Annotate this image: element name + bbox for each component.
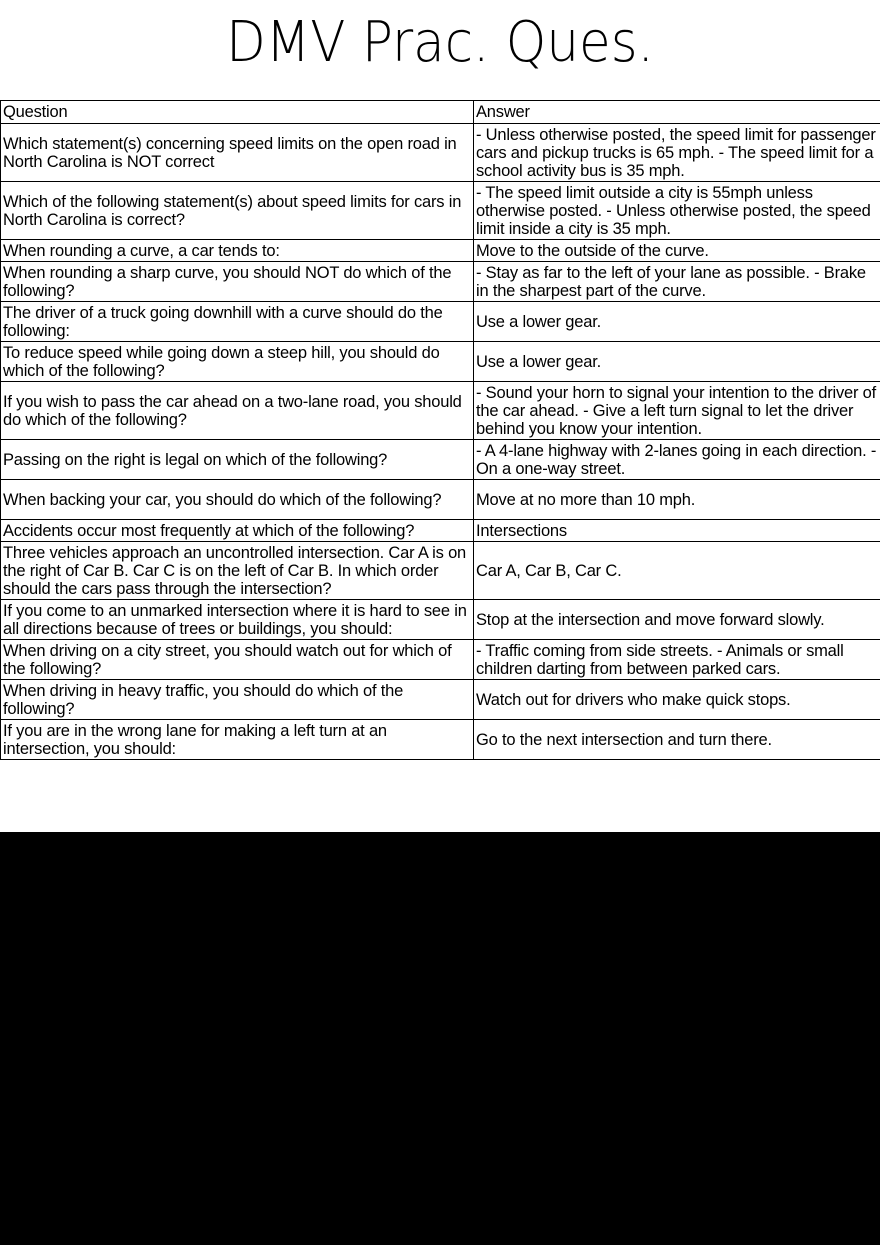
- question-cell: When driving in heavy traffic, you should do which of the following?: [1, 680, 474, 720]
- header-answer: Answer: [474, 101, 880, 124]
- question-cell: The driver of a truck going downhill with a curve should do the following:: [1, 302, 474, 342]
- answer-cell: - Stay as far to the left of your lane as possible. - Brake in the sharpest part of the curve.: [474, 262, 880, 302]
- answer-cell: - A 4-lane highway with 2-lanes going in each direction. - On a one-way street.: [474, 440, 880, 480]
- answer-cell: - Traffic coming from side streets. - Animals or small children darting from between parked cars.: [474, 640, 880, 680]
- question-cell: When driving on a city street, you should watch out for which of the following?: [1, 640, 474, 680]
- table-row: [1, 182, 880, 240]
- answer-cell: Go to the next intersection and turn there.: [474, 720, 880, 760]
- table-row: [1, 640, 880, 680]
- table-row: [1, 302, 880, 342]
- table-row: [1, 124, 880, 182]
- table-row: [1, 680, 880, 720]
- qa-table: [0, 100, 880, 760]
- table-row: [1, 240, 880, 262]
- question-cell: To reduce speed while going down a steep hill, you should do which of the following?: [1, 342, 474, 382]
- document-title: DMV Prac. Ques.: [226, 10, 654, 75]
- answer-cell: Use a lower gear.: [474, 342, 880, 382]
- table-row: [1, 342, 880, 382]
- question-cell: Accidents occur most frequently at which of the following?: [1, 520, 474, 542]
- table-row: [1, 382, 880, 440]
- question-cell: If you wish to pass the car ahead on a two-lane road, you should do which of the following?: [1, 382, 474, 440]
- question-cell: When rounding a sharp curve, you should NOT do which of the following?: [1, 262, 474, 302]
- answer-cell: Move at no more than 10 mph.: [474, 480, 880, 520]
- answer-cell: Intersections: [474, 520, 880, 542]
- table-row: [1, 480, 880, 520]
- answer-cell: - The speed limit outside a city is 55mph unless otherwise posted. - Unless otherwise posted, the speed limit inside a city is 35 mph.: [474, 182, 880, 240]
- blank-page-area: [0, 832, 880, 1245]
- answer-cell: - Unless otherwise posted, the speed limit for passenger cars and pickup trucks is 65 mph. - The speed limit for a school activity bus is 35 mph.: [474, 124, 880, 182]
- table-row: [1, 600, 880, 640]
- table-row: [1, 720, 880, 760]
- question-cell: If you come to an unmarked intersection where it is hard to see in all directions because of trees or buildings, you should:: [1, 600, 474, 640]
- table-row: [1, 520, 880, 542]
- question-cell: When backing your car, you should do which of the following?: [1, 480, 474, 520]
- question-cell: If you are in the wrong lane for making a left turn at an intersection, you should:: [1, 720, 474, 760]
- question-cell: Which of the following statement(s) about speed limits for cars in North Carolina is correct?: [1, 182, 474, 240]
- question-cell: Which statement(s) concerning speed limits on the open road in North Carolina is NOT correct: [1, 124, 474, 182]
- header-question: Question: [1, 101, 474, 124]
- table-header-row: [1, 101, 880, 124]
- question-cell: Passing on the right is legal on which of the following?: [1, 440, 474, 480]
- table-row: [1, 262, 880, 302]
- question-cell: Three vehicles approach an uncontrolled intersection. Car A is on the right of Car B. Car C is on the left of Car B. In which order should the cars pass through the intersection?: [1, 542, 474, 600]
- question-cell: When rounding a curve, a car tends to:: [1, 240, 474, 262]
- answer-cell: Use a lower gear.: [474, 302, 880, 342]
- answer-cell: Stop at the intersection and move forward slowly.: [474, 600, 880, 640]
- answer-cell: Move to the outside of the curve.: [474, 240, 880, 262]
- table-row: [1, 542, 880, 600]
- answer-cell: Watch out for drivers who make quick stops.: [474, 680, 880, 720]
- answer-cell: Car A, Car B, Car C.: [474, 542, 880, 600]
- table-row: [1, 440, 880, 480]
- answer-cell: - Sound your horn to signal your intention to the driver of the car ahead. - Give a left turn signal to let the driver behind you know your intention.: [474, 382, 880, 440]
